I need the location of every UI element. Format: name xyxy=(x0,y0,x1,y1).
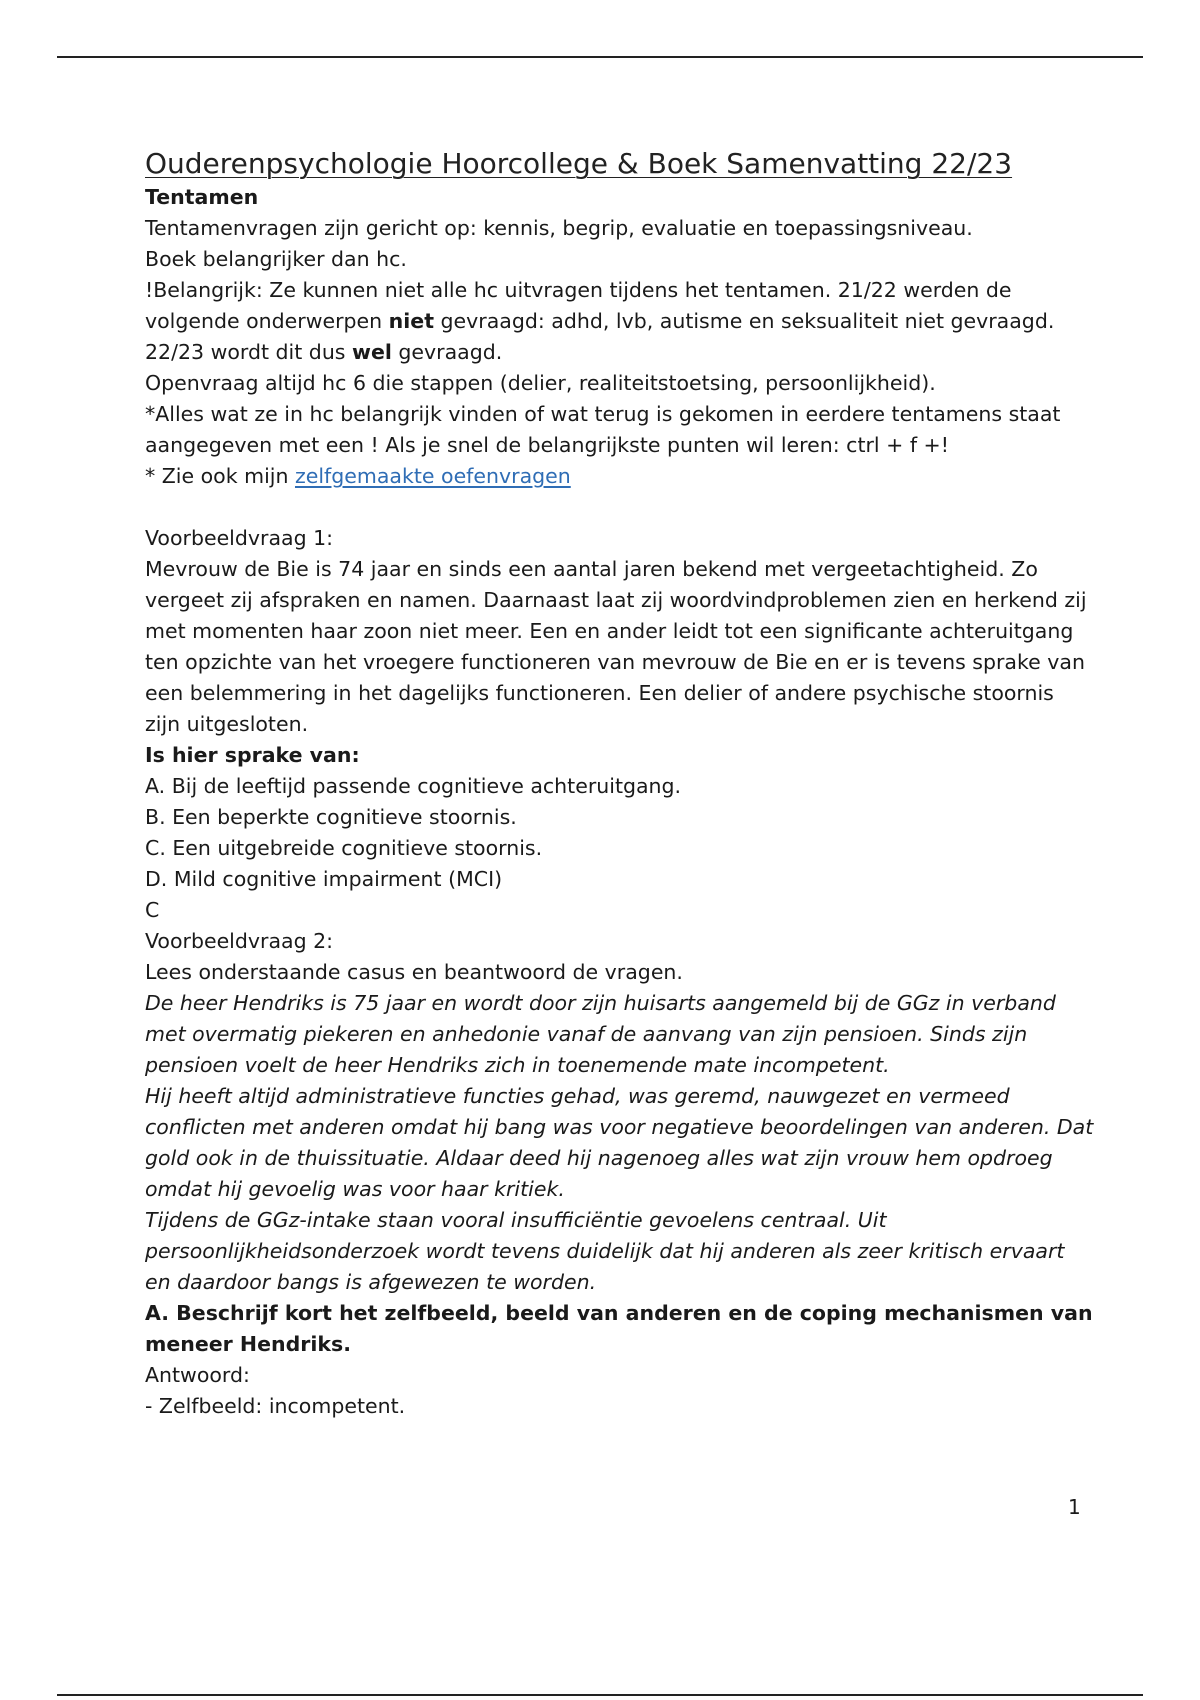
vraag1-answer: C xyxy=(145,898,160,922)
vraag2-antwoord-line: - Zelfbeeld: incompetent. xyxy=(145,1394,406,1418)
vraag2-antwoord-label: Antwoord: xyxy=(145,1363,250,1387)
vraag1-question: Is hier sprake van: xyxy=(145,743,360,767)
oefenvragen-link[interactable]: zelfgemaakte oefenvragen xyxy=(294,464,571,488)
tentamen-boek-text: Boek belangrijker dan hc. xyxy=(145,247,407,271)
vraag2-instruction: Lees onderstaande casus en beantwoord de vragen. xyxy=(145,960,683,984)
vraag2-casus-paragraph-1: De heer Hendriks is 75 jaar en wordt door zijn huisarts aangemeld bij de GGz in verband met overmatig piekeren en anhedonie vanaf de aanvang van zijn pensioen. Sinds zijn pensioen voelt de heer Hendriks zich in toenemende mate incompetent. xyxy=(145,991,1056,1077)
document-title: Ouderenpsychologie Hoorcollege & Boek Samenvatting 22/23 xyxy=(145,147,1013,180)
spacer xyxy=(145,492,1095,523)
zie-ook-prefix: * Zie ook mijn xyxy=(145,464,295,488)
vraag1-option-a: A. Bij de leeftijd passende cognitieve achteruitgang. xyxy=(145,774,682,798)
bottom-rule xyxy=(57,1694,1143,1696)
vraag1-option-b: B. Een beperkte cognitieve stoornis. xyxy=(145,805,517,829)
tentamen-gericht-text: Tentamenvragen zijn gericht op: kennis, begrip, evaluatie en toepassingsniveau. xyxy=(145,216,973,240)
zie-ook-line xyxy=(145,461,1095,492)
alles-text: *Alles wat ze in hc belangrijk vinden of wat terug is gekomen in eerdere tentamens staat aangegeven met een ! Als je snel de belangrijkste punten wil leren: ctrl + f +! xyxy=(145,402,1061,457)
top-rule xyxy=(57,56,1143,58)
vraag1-casus: Mevrouw de Bie is 74 jaar en sinds een aantal jaren bekend met vergeetachtigheid. Zo vergeet zij afspraken en namen. Daarnaast laat zij woordvindproblemen zien en herkend zij met momenten haar zoon niet meer. Een en ander leidt tot een significante achteruitgang ten opzichte van het vroegere functioneren van mevrouw de Bie en er is tevens sprake van een belemmering in het dagelijks functioneren. Een delier of andere psychische stoornis zijn uitgesloten. xyxy=(145,557,1087,736)
vraag1-label: Voorbeeldvraag 1: xyxy=(145,526,334,550)
document-body xyxy=(145,146,1095,1422)
belangrijk-paragraph xyxy=(145,275,1095,368)
vraag1-option-c: C. Een uitgebreide cognitieve stoornis. xyxy=(145,836,543,860)
page-number: 1 xyxy=(1068,1495,1081,1519)
vraag2-question-a: A. Beschrijf kort het zelfbeeld, beeld van anderen en de coping mechanismen van meneer Hendriks. xyxy=(145,1301,1093,1356)
belangrijk-text-2: gevraagd: adhd, lvb, autisme en seksualiteit niet gevraagd. 22/23 wordt dit dus xyxy=(145,309,1055,364)
belangrijk-text-3: gevraagd. xyxy=(391,340,503,364)
vraag1-option-d: D. Mild cognitive impairment (MCI) xyxy=(145,867,503,891)
vraag2-casus-paragraph-2: Hij heeft altijd administratieve functies gehad, was geremd, nauwgezet en vermeed conflicten met anderen omdat hij bang was voor negatieve beoordelingen van anderen. Dat gold ook in de thuissituatie. Aldaar deed hij nagenoeg alles wat zijn vrouw hem opdroeg omdat hij gevoelig was voor haar kritiek. xyxy=(145,1084,1094,1201)
belangrijk-text-1: !Belangrijk: Ze kunnen niet alle hc uitvragen tijdens het tentamen. 21/22 werden de volgende onderwerpen xyxy=(145,278,1012,333)
tentamen-heading: Tentamen xyxy=(145,185,259,209)
vraag2-label: Voorbeeldvraag 2: xyxy=(145,929,334,953)
openvraag-text: Openvraag altijd hc 6 die stappen (delier, realiteitstoetsing, persoonlijkheid). xyxy=(145,371,936,395)
vraag2-casus-paragraph-3: Tijdens de GGz-intake staan vooral insufficiëntie gevoelens centraal. Uit persoonlijkheidsonderzoek wordt tevens duidelijk dat hij anderen als zeer kritisch ervaart en daardoor bangs is afgewezen te worden. xyxy=(145,1208,1065,1294)
belangrijk-bold-niet: niet xyxy=(388,309,434,333)
belangrijk-bold-wel: wel xyxy=(352,340,392,364)
